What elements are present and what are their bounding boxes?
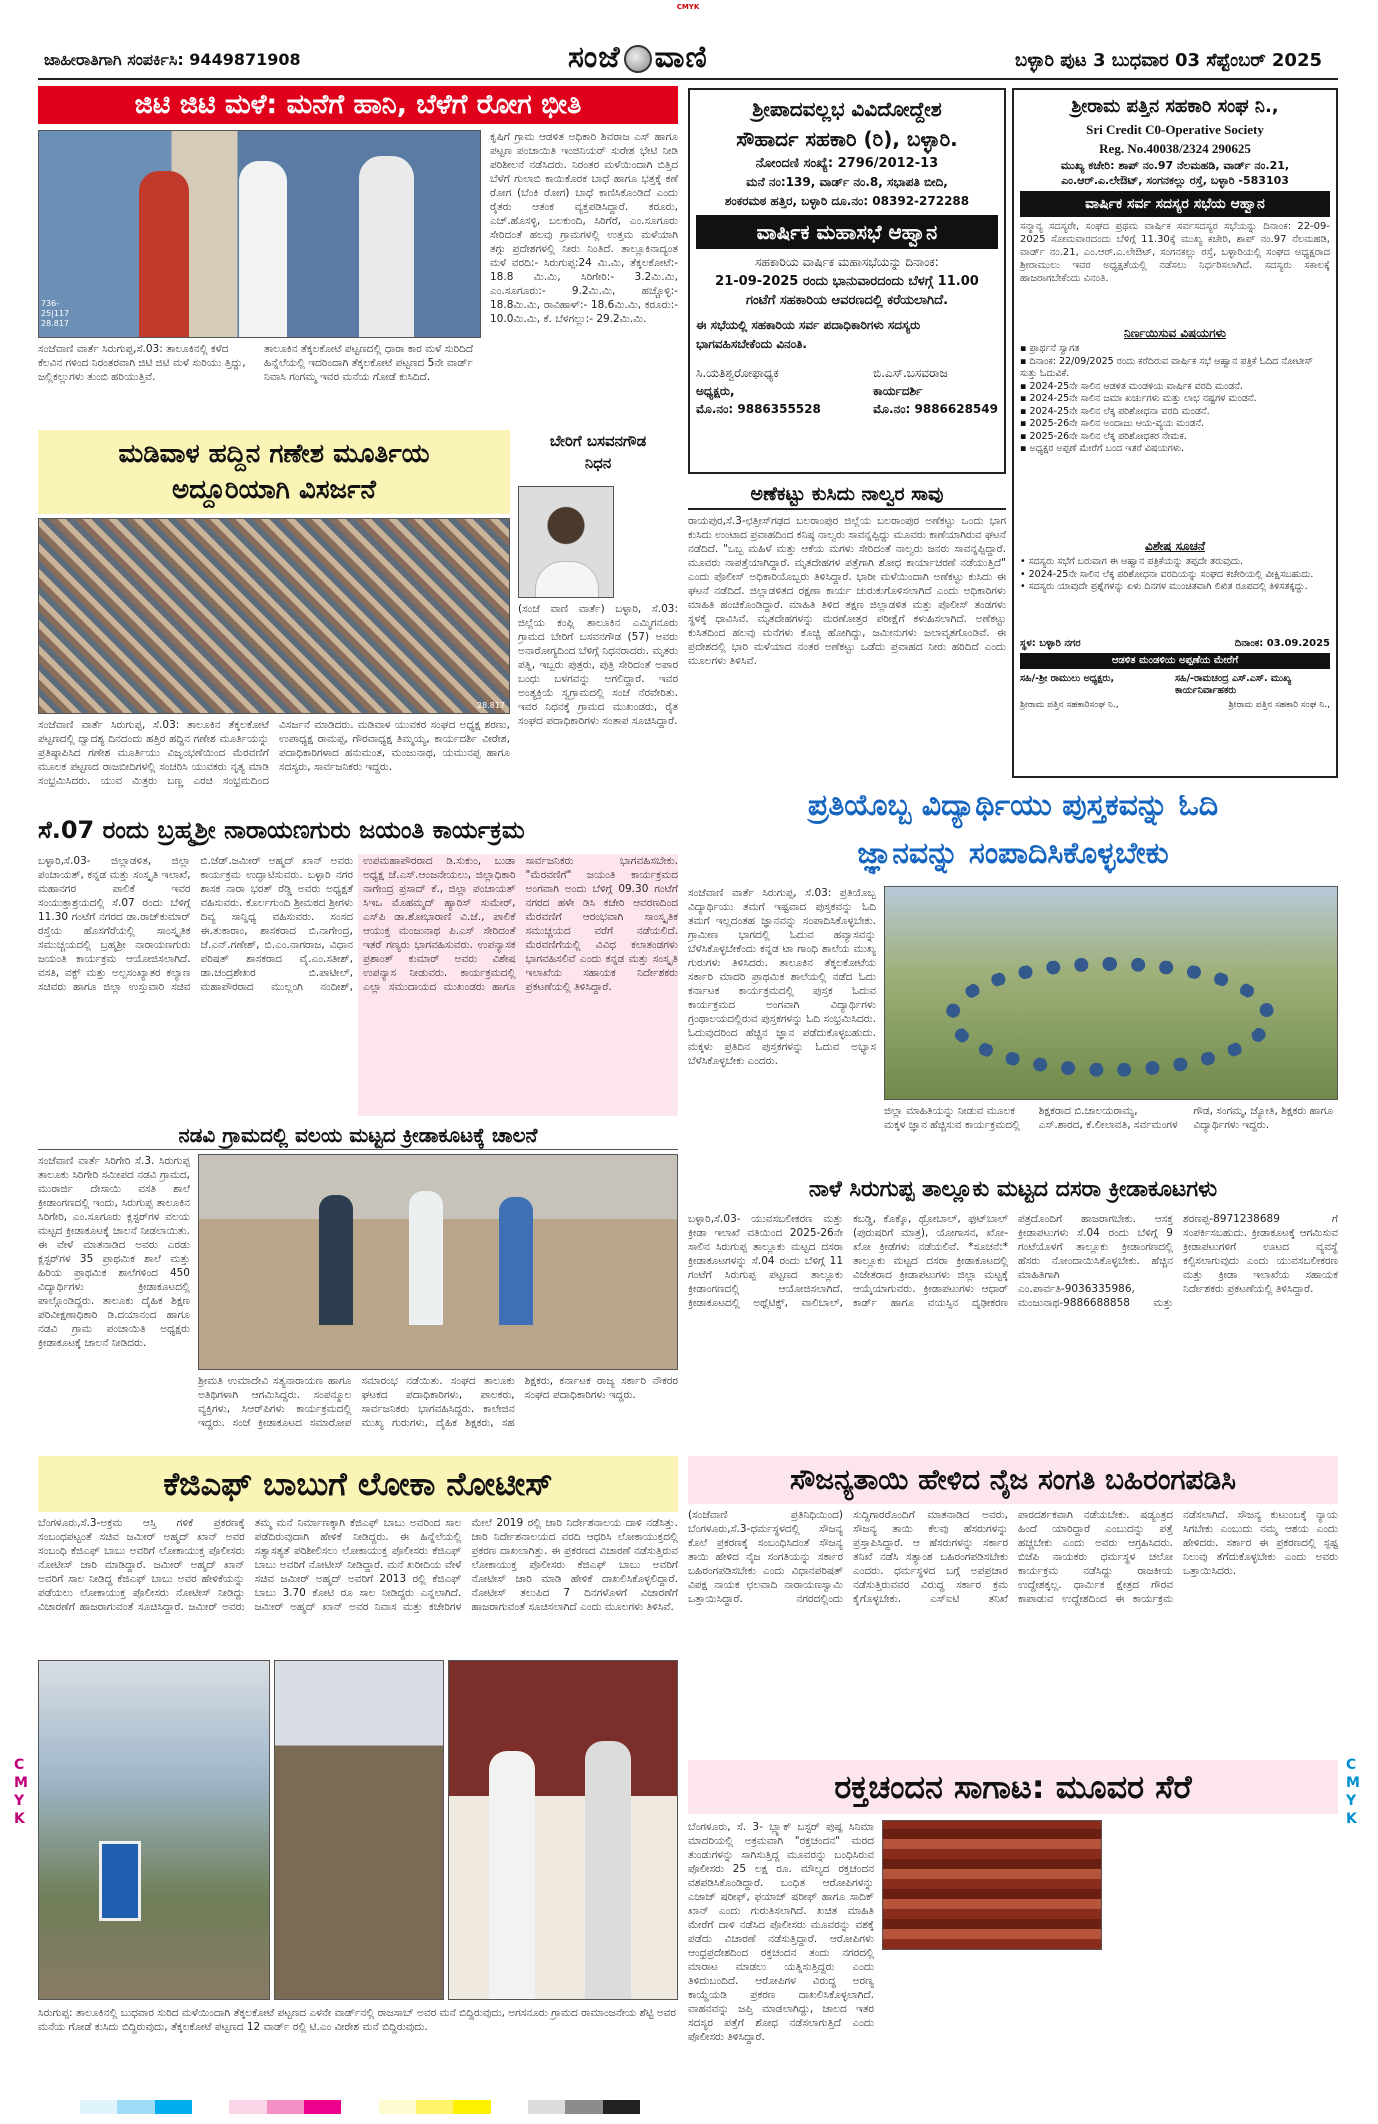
swatch bbox=[379, 2100, 416, 2114]
special-item-text: ಸದಸ್ಯರು ಯಾವುದೇ ಪ್ರಶ್ನೆಗಳನ್ನು ಏಳು ದಿನಗಳ ಮುಂಚಿತವಾಗಿ ಲಿಖಿತ ರೂಪದಲ್ಲಿ ತಿಳಿಸತಕ್ಕದ್ದು. bbox=[1028, 581, 1308, 592]
obituary-article bbox=[518, 430, 678, 804]
agenda-item: ▪ ದಿನಾಂಕ: 22/09/2025 ರಂದು ಕರೆದಿರುವ ವಾರ್ಷಿಕ ಸಭೆ ಆಹ್ವಾನ ಪತ್ರಿಕೆ ಓದಿದ ನೋಟೀಸ್ ಸುತ್ತು ಓದುವಿಕೆ. bbox=[1020, 355, 1313, 379]
swatch bbox=[453, 2100, 490, 2114]
collapse-photos bbox=[38, 1660, 678, 2092]
photo-stamp: 736- 25|117 28.817 bbox=[41, 299, 70, 328]
official-figure-3 bbox=[499, 1197, 533, 1325]
agenda-item-text: 2025-26ನೇ ಸಾಲಿನ ಲೆಕ್ಕ ಪರಿಶೋಧಕರ ನೇಮಕ. bbox=[1029, 430, 1187, 442]
students-circle bbox=[945, 957, 1275, 1077]
agenda-item: ▪ 2025-26ನೇ ಸಾಲಿನ ಲೆಕ್ಕ ಪರಿಶೋಧಕರ ನೇಮಕ. bbox=[1020, 430, 1187, 442]
reading-headline-2: ಜ್ಞಾನವನ್ನು ಸಂಪಾದಿಸಿಕೊಳ್ಳಬೇಕು bbox=[857, 836, 1169, 871]
society-signatory-1 bbox=[696, 364, 821, 418]
sports-zone-body-bottom: ಶ್ರೀಮತಿ ಉಮಾದೇವಿ ಸತ್ಯನಾರಾಯಣ ಹಾಗೂ ಅತಿಥಿಗಳಾಗಿ ಆಗಮಿಸಿದ್ದರು. ಸಂಪನ್ಮೂಲ ವ್ಯಕ್ತಿಗಳು, ಸಿಆರ್‌ಪಿಗಳು ಕಾರ್ಯಕ್ರಮದಲ್ಲಿ ಇದ್ದರು. ಸಂಜೆ ಕ್ರೀಡಾಕೂಟದ ಸಮಾರೋಪ ಸಮಾರಂಭ ನಡೆಯಿತು. ಸಂಘದ ತಾಲೂಕು ಘಟಕದ ಪದಾಧಿಕಾರಿಗಳು, ಪಾಲಕರು, ಸಾರ್ವಜನಿಕರು ಭಾಗವಹಿಸಿದ್ದರು. ಕಾಲೇಜಿನ ಮುಖ್ಯ ಗುರುಗಳು, ದೈಹಿಕ ಶಿಕ್ಷಕರು, ಸಹ ಶಿಕ್ಷಕರು, ಕರ್ನಾಟಕ ರಾಜ್ಯ ಸರ್ಕಾರಿ ನೌಕರರ ಸಂಘದ ಪದಾಧಿಕಾರಿಗಳು ಇದ್ದರು. bbox=[198, 1375, 678, 1429]
society-reg: ನೋಂದಣಿ ಸಂಖ್ಯೆ: 2796/2012-13 bbox=[755, 156, 939, 171]
cmyk-mark-top: CMYK bbox=[676, 3, 700, 11]
swatch bbox=[267, 2100, 304, 2114]
agenda-item: ▪ 2024-25ನೇ ಸಾಲಿನ ಲೆಕ್ಕ ಪರಿಶೋಧನಾ ವರದಿ ಮಂಡನೆ. bbox=[1020, 405, 1210, 417]
globe-icon bbox=[624, 45, 652, 73]
dasara-body: ಬಳ್ಳಾರಿ,ಸೆ.03- ಯುವಸಬಲೀಕರಣ ಮತ್ತು ಕ್ರೀಡಾ ಇಲಾಖೆ ವತಿಯಿಂದ 2025-26ನೇ ಸಾಲಿನ ಸಿರುಗುಪ್ಪ ತಾಲ್ಲೂಕು ಮಟ್ಟದ ದಸರಾ ಕ್ರೀಡಾಕೂಟಗಳನ್ನು ಸೆ.04 ರಂದು ಬೆಳಿಗ್ಗೆ 11 ಗಂಟೆಗೆ ಸಿರುಗುಪ್ಪ ಪಟ್ಟಣದ ತಾಲ್ಲೂಕು ಕ್ರೀಡಾಂಗಣದಲ್ಲಿ ಆಯೋಜಿಸಲಾಗಿದೆ. ಕ್ರೀಡಾಕೂಟದಲ್ಲಿ ಅಥ್ಲೆಟಿಕ್ಸ್, ವಾಲಿಬಾಲ್, ಕಬಡ್ಡಿ, ಕೊಕ್ಕೊ, ಥ್ರೋಬಾಲ್, ಫುಟ್‌ಬಾಲ್ (ಪುರುಷರಿಗೆ ಮಾತ್ರ), ಯೋಗಾಸನ, ಖೋ-ಖೋ ಕ್ರೀಡೆಗಳು ನಡೆಯಲಿವೆ. *ಸೂಚನೆ:* ತಾಲ್ಲೂಕು ಮಟ್ಟದ ದಸರಾ ಕ್ರೀಡಾಕೂಟದಲ್ಲಿ ವಿಜೇತರಾದ ಕ್ರೀಡಾಪಟುಗಳು ಜಿಲ್ಲಾ ಮಟ್ಟಕ್ಕೆ ಆಯ್ಕೆಯಾಗುವರು. ಕ್ರೀಡಾಪಟುಗಳು ಆಧಾರ್ ಕಾರ್ಡ್ ಹಾಗೂ ವಯಸ್ಸಿನ ದೃಢೀಕರಣ ಪತ್ರದೊಂದಿಗೆ ಹಾಜರಾಗಬೇಕು. ಆಸಕ್ತ ಕ್ರೀಡಾಪಟುಗಳು ಸೆ.04 ರಂದು ಬೆಳಿಗ್ಗೆ 9 ಗಂಟೆಯೊಳಗೆ ತಾಲ್ಲೂಕು ಕ್ರೀಡಾಂಗಣದಲ್ಲಿ ಹೆಸರು ನೋಂದಾಯಿಸಿಕೊಳ್ಳಬೇಕು. ಹೆಚ್ಚಿನ ಮಾಹಿತಿಗಾಗಿ ಎಂ.ಪಾರ್ವತಿ-9036335986, ಮಂಜುನಾಥ-9886688858 ಮತ್ತು ಶರಣಪ್ಪ-8971238689 ಗೆ ಸಂಪರ್ಕಿಸಬಹುದು. ಕ್ರೀಡಾಕೂಟಕ್ಕೆ ಆಗಮಿಸುವ ಕ್ರೀಡಾಪಟುಗಳಿಗೆ ಊಟದ ವ್ಯವಸ್ಥೆ ಕಲ್ಪಿಸಲಾಗುವುದು ಎಂದು ಯುವಸಬಲೀಕರಣ ಮತ್ತು ಕ್ರೀಡಾ ಇಲಾಖೆಯ ಸಹಾಯಕ ನಿರ್ದೇಶಕರು ಪ್ರಕಟಣೆಯಲ್ಲಿ ತಿಳಿಸಿದ್ದಾರೆ. bbox=[688, 1213, 1338, 1309]
photo-stamp: 28.817 bbox=[477, 701, 505, 710]
ganesha-photo bbox=[38, 518, 510, 714]
kgf-article bbox=[38, 1456, 678, 1656]
society-title-1: ಶ್ರೀಪಾದವಲ್ಲಭ ವಿವಿದೋದ್ದೇಶ bbox=[752, 97, 942, 121]
obit-headline-2: ನಿಧನ bbox=[584, 454, 612, 472]
kgf-body: ಬೆಂಗಳೂರು,ಸೆ.3-ಅಕ್ರಮ ಆಸ್ತಿ ಗಳಿಕೆ ಪ್ರಕರಣಕ್ಕೆ ಸಂಬಂಧಪಟ್ಟಂತೆ ಸಚಿವ ಜಮೀರ್ ಅಹ್ಮದ್ ಖಾನ್ ಅವರ ಸಂಬಂಧಿ ಕೆಜಿಎಫ್ ಬಾಬು ಅವರಿಗೆ ಲೋಕಾಯುಕ್ತ ಪೊಲೀಸರು ನೋಟೀಸ್ ಜಾರಿ ಮಾಡಿದ್ದಾರೆ. ಜಮೀರ್ ಅಹ್ಮದ್ ಖಾನ್ ಅವರಿಗೆ ಸಾಲ ನೀಡಿದ್ದ ಕೆಜಿಎಫ್ ಬಾಬು ಅವರ ಹೇಳಿಕೆಯನ್ನು ಪಡೆಯಲು ಲೋಕಾಯುಕ್ತ ಪೊಲೀಸರು ನೋಟೀಸ್ ನೀಡಿದ್ದು ವಿಚಾರಣೆಗೆ ಹಾಜರಾಗುವಂತೆ ಸೂಚಿಸಿದ್ದಾರೆ. ಜಮೀರ್ ಅವರು ತಮ್ಮ ಮನೆ ನಿರ್ಮಾಣಕ್ಕಾಗಿ ಕೆಜಿಎಫ್ ಬಾಬು ಅವರಿಂದ ಸಾಲ ಪಡೆದಿರುವುದಾಗಿ ಹೇಳಿಕೆ ನೀಡಿದ್ದರು. ಈ ಹಿನ್ನೆಲೆಯಲ್ಲಿ ಸತ್ಯಾಸತ್ಯತೆ ಪರಿಶೀಲಿಸಲು ಲೋಕಾಯುಕ್ತ ಪೊಲೀಸರು ಕೆಜಿಎಫ್ ಬಾಬು ಅವರಿಗೆ ನೋಟೀಸ್ ನೀಡಿದ್ದಾರೆ. ಮನೆ ಖರೀದಿಯ ವೇಳೆ ಸಚಿವ ಜಮೀರ್ ಅಹ್ಮದ್ ಅವರಿಗೆ 2013 ರಲ್ಲಿ ಕೆಜಿಎಫ್ ಬಾಬು 3.70 ಕೋಟಿ ರೂ ಸಾಲ ನೀಡಿದ್ದರು ಎನ್ನಲಾಗಿದೆ. ಜಮೀರ್ ಅಹ್ಮದ್ ಖಾನ್ ಅವರ ನಿವಾಸ ಮತ್ತು ಕಚೇರಿಗಳ ಮೇಲೆ 2019 ರಲ್ಲಿ ಜಾರಿ ನಿರ್ದೇಶನಾಲಯ ದಾಳಿ ನಡೆಸಿತ್ತು. ಜಾರಿ ನಿರ್ದೇಶನಾಲಯದ ವರದಿ ಆಧರಿಸಿ ಲೋಕಾಯುಕ್ತದಲ್ಲಿ ಪ್ರಕರಣ ದಾಖಲಾಗಿತ್ತು. ಈ ಪ್ರಕರಣದ ವಿಚಾರಣೆ ನಡೆಸುತ್ತಿರುವ ಲೋಕಾಯುಕ್ತ ಪೊಲೀಸರು ಕೆಜಿಎಫ್ ಬಾಬು ಅವರಿಗೆ ನೋಟೀಸ್ ಜಾರಿ ಮಾಡಿ ಹೇಳಿಕೆ ದಾಖಲಿಸಿಕೊಳ್ಳಲಿದ್ದಾರೆ. ನೋಟೀಸ್ ತಲುಪಿದ 7 ದಿನಗಳೊಳಗೆ ವಿಚಾರಣೆಗೆ ಹಾಜರಾಗುವಂತೆ ಸೂಚಿಸಲಾಗಿದೆ ಎಂದು ಮೂಲಗಳು ತಿಳಿಸಿವೆ. bbox=[38, 1517, 678, 1613]
credit-sig-1: ಸಹಿ/-ಶ್ರೀ ರಾಮುಲು ಅಧ್ಯಕ್ಷರು, bbox=[1020, 673, 1115, 684]
rain-body: ಕೃಷಿಗೆ ಗ್ರಾಮ ಆಡಳಿತ ಅಧಿಕಾರಿ ಶಿವರಾಜ ಎಸ್ ಹಾಗೂ ಪಟ್ಟಣ ಪಂಚಾಯಿತಿ ಇಂಜಿನಿಯರ್ ಸುರೇಶ ಭೇಟಿ ನೀಡಿ ಪರಿಶೀಲನೆ ನಡೆಸಿದರು. ನಿರಂತರ ಮಳೆಯಿಂದಾಗಿ ಬಿತ್ತಿದ ಬೆಳೆಗೆ ಗುಲಾಬಿ ಕಾಯಿಕೊರಕ ಬಾಧೆ ಹಾಗೂ ಭತ್ತಕ್ಕೆ ಕಣೆ ರೋಗ (ಬೆಂಕಿ ರೋಗ) ಬಾಧೆ ಕಾಣಿಸಿಕೊಂಡಿದೆ ಎಂದು ರೈತರು ಆತಂಕ ವ್ಯಕ್ತಪಡಿಸಿದ್ದಾರೆ. ಕರೂರು, ಎಚ್.ಹೊಸಳ್ಳಿ, ಬಲಕುಂದಿ, ಸಿರಿಗೆರೆ, ಎಂ.ಸೂಗೂರು ಸೇರಿದಂತೆ ಹಲವು ಗ್ರಾಮಗಳಲ್ಲಿ ಉತ್ತಮ ಮಳೆಯಾಗಿ ತಗ್ಗು ಪ್ರದೇಶಗಳಲ್ಲಿ ನೀರು ನಿಂತಿದೆ. ತಾಲ್ಲೂಕಿನಾದ್ಯಂತ ಮಳೆ ವರದಿ:- ಸಿರುಗುಪ್ಪ:24 ಮಿ.ಮಿ, ತೆಕ್ಕಲಕೋಟೆ:- 18.8 ಮಿ.ಮಿ, ಸಿರಿಗೇರಿ:- 3.2ಮಿ.ಮಿ, ಎಂ.ಸೂಗೂರು:- 9.2ಮಿ.ಮಿ, ಹಚ್ಚೊಳ್ಳಿ:- 18.8ಮಿ.ಮಿ, ರಾವಿಹಾಳ್:- 18.6ಮಿ.ಮಿ, ಕರೂರು:- 10.0ಮಿ.ಮಿ, ಕೆ. ಬೆಳಗಲ್ಲು:- 29.2ಮಿ.ಮಿ. bbox=[490, 131, 678, 325]
truth-article bbox=[688, 1456, 1338, 1756]
credit-foot-2: ಶ್ರೀರಾಮ ಪತ್ತಿನ ಸಹಕಾರಿ ಸಂಘ ನಿ., bbox=[1228, 700, 1330, 710]
sandal-photo bbox=[882, 1820, 1102, 1950]
narayanaguru-headline: ಸೆ.07 ರಂದು ಬ್ರಹ್ಮಶ್ರೀ ನಾರಾಯಣಗುರು ಜಯಂತಿ ಕಾರ್ಯಕ್ರಮ bbox=[38, 816, 525, 844]
credit-date: ದಿನಾಂಕ: 03.09.2025 bbox=[1234, 638, 1330, 649]
color-calibration-bar bbox=[80, 2100, 640, 2114]
narayanaguru-article bbox=[38, 810, 678, 1116]
swatch bbox=[117, 2100, 154, 2114]
truth-headline: ಸೌಜನ್ಯತಾಯಿ ಹೇಳಿದ ನೈಜ ಸಂಗತಿ ಬಹಿರಂಗಪಡಿಸಿ bbox=[688, 1456, 1338, 1504]
sports-zone-photo bbox=[198, 1154, 678, 1370]
reading-headline-1: ಪ್ರತಿಯೊಬ್ಬ ವಿದ್ಯಾರ್ಥಿಯು ಪುಸ್ತಕವನ್ನು ಓದಿ bbox=[807, 788, 1219, 823]
sig2-role: ಕಾರ್ಯದರ್ಶಿ bbox=[873, 384, 923, 398]
agenda-item: ▪ 2024-25ನೇ ಸಾಲಿನ ಜಮಾ ಖರ್ಚುಗಳು ಮತ್ತು ಲಾಭ ನಷ್ಟಗಳ ಮಂಡನೆ. bbox=[1020, 393, 1257, 404]
reading-photo bbox=[884, 886, 1338, 1100]
sports-zone-headline: ನಡವಿ ಗ್ರಾಮದಲ್ಲಿ ವಲಯ ಮಟ್ಟದ ಕ್ರೀಡಾಕೂಟಕ್ಕೆ ಚಾಲನೆ bbox=[38, 1120, 678, 1150]
society-ad bbox=[688, 88, 1006, 474]
society-title-2: ಸೌಹಾರ್ದ ಸಹಕಾರಿ (ರಿ), ಬಳ್ಳಾರಿ. bbox=[736, 127, 958, 151]
sandal-headline: ರಕ್ತಚಂದನ ಸಾಗಾಟ: ಮೂವರ ಸೆರೆ bbox=[688, 1760, 1338, 1814]
agenda-item: ▪ ಪ್ರಾರ್ಥನೆ ಸ್ವಾಗತ bbox=[1020, 343, 1080, 354]
sig2-name: ಬಿ.ಎಸ್.ಬಸವರಾಜ bbox=[873, 366, 948, 380]
agenda-item-text: 2025-26ನೇ ಸಾಲಿನ ಅಂದಾಜು ಆಯ-ವ್ಯಯ ಮಂಡನೆ. bbox=[1029, 418, 1205, 429]
collapse-photo-3 bbox=[448, 1660, 678, 2000]
ganesha-headline-1: ಮಡಿವಾಳ ಹದ್ದಿನ ಗಣೇಶ ಮೂರ್ತಿಯ bbox=[118, 439, 430, 469]
dam-article bbox=[688, 480, 1006, 778]
man-figure-2 bbox=[585, 1741, 631, 2000]
rain-caption-1: ಸಂಜೆವಾಣಿ ವಾರ್ತೆ ಸಿರುಗುಪ್ಪ,ಸೆ.03: ತಾಲೂಕಿನಲ್ಲಿ ಕಳೆದ ಕೆಲವಿನ ಗಳಿಂದ ನಿರಂತರವಾಗಿ ಜಿಟಿ ಜಿಟಿ ಮಳೆ ಸುರಿಯು ತ್ತಿದ್ದು, ಜಲ್ಲಿಕಲ್ಲುಗಳು ತುಂಬಿ ಹರಿಯುತ್ತಿವೆ. bbox=[38, 343, 246, 383]
dam-body: ರಾಯಪುರ,ಸೆ.3-ಛತ್ತೀಸ್‌ಗಢದ ಬಲರಾಂಪುರ ಜಿಲ್ಲೆಯ ಬಲರಾಂಪುರ ಅಣೆಕಟ್ಟು ಒಂದು ಭಾಗ ಕುಸಿದು ಉಂಟಾದ ಪ್ರವಾಹದಿಂದ ಕನಿಷ್ಠ ನಾಲ್ವರು ಸಾವನ್ನಪ್ಪಿದ್ದು ಮೂವರು ಕಾಣೆಯಾಗಿರುವ ಘಟನೆ ನಡೆದಿದೆ. "ಒಬ್ಬ ಮಹಿಳೆ ಮತ್ತು ಆಕೆಯ ಮಗಳು ಸೇರಿದಂತೆ ನಾಲ್ವರು ಜನರು ಸಾವನ್ನಪ್ಪಿದ್ದಾರೆ. ಮೂವರು ನಾಪತ್ತೆಯಾಗಿದ್ದಾರೆ. ಮೃತದೇಹಗಳ ಪತ್ತೆಗಾಗಿ ಶೋಧ ಕಾರ್ಯಾಚರಣೆ ನಡೆಯುತ್ತಿದೆ" ಎಂದು ಪೊಲೀಸ್ ಅಧಿಕಾರಿಯೊಬ್ಬರು ತಿಳಿಸಿದ್ದಾರೆ. ಭಾರೀ ಮಳೆಯಿಂದಾಗಿ ಅಣೆಕಟ್ಟು ಕುಸಿದು ಈ ಘಟನೆ ನಡೆದಿದೆ. ಜಿಲ್ಲಾಡಳಿತದ ರಕ್ಷಣಾ ಕಾರ್ಯ ಚುರುಕುಗೊಳಿಸಲಾಗಿದೆ ಎಂದು ಅಧಿಕಾರಿಗಳು ಮಾಹಿತಿ ಹಂಚಿಕೊಂಡಿದ್ದಾರೆ. ಮಾಹಿತಿ ತಿಳಿದ ತಕ್ಷಣ ಜಿಲ್ಲಾಡಳಿತ ಮತ್ತು ಪೊಲೀಸ್ ತಂಡಗಳು ಸ್ಥಳಕ್ಕೆ ಧಾವಿಸಿವೆ. ಮೃತದೇಹಗಳನ್ನು ಮರಣೋತ್ತರ ಪರೀಕ್ಷೆಗೆ ಕಳುಹಿಸಲಾಗಿದೆ. ಅಣೆಕಟ್ಟು ಕುಸಿತದಿಂದ ಹಲವು ಮನೆಗಳು ಕೊಚ್ಚಿ ಹೋಗಿದ್ದು, ಜಮೀನುಗಳು ಜಲಾವೃತಗೊಂಡಿವೆ. ಈ ಪ್ರದೇಶದಲ್ಲಿ ಭಾರಿ ಮಳೆಯಾದ ನಂತರ ಅಣೆಕಟ್ಟು ಒಡೆದು ಪ್ರವಾಹದ ನೀರು ಹರಿದಿದೆ ಎಂದು ಮೂಲಗಳು ತಿಳಿಸಿವೆ. bbox=[688, 515, 1006, 667]
sig1-phone: ಮೊ.ನಂ: 9886355528 bbox=[696, 402, 821, 416]
special-item-text: 2024-25ನೇ ಸಾಲಿನ ಲೆಕ್ಕ ಪರಿಶೋಧನಾ ವರದಿಯನ್ನು ಸಂಘದ ಕಚೇರಿಯಲ್ಲಿ ವೀಕ್ಷಿಸಬಹುದು. bbox=[1028, 568, 1314, 580]
obit-portrait bbox=[518, 486, 614, 598]
newspaper-name bbox=[568, 40, 708, 76]
reading-headline-box bbox=[688, 782, 1338, 880]
agenda-item-text: 2024-25ನೇ ಸಾಲಿನ ಆಡಳಿತ ಮಂಡಳಿಯ ವಾರ್ಷಿಕ ವರದಿ ಮಂಡನೆ. bbox=[1029, 380, 1243, 392]
agenda-item-text: ಅಧ್ಯಕ್ಷರ ಅಪ್ಪಣೆ ಮೇರೆಗೆ ಬಂದ ಇತರೆ ವಿಷಯಗಳು. bbox=[1029, 443, 1185, 454]
society-body-4: ಈ ಸಭೆಯಲ್ಲಿ ಸಹಕಾರಿಯ ಸರ್ವ ಪದಾಧಿಕಾರಿಗಳು ಸದಸ್ಯರು ಭಾಗವಹಿಸಬೇಕೆಂದು ವಿನಂತಿ. bbox=[696, 318, 921, 351]
name-part-b: ವಾಣಿ bbox=[654, 40, 708, 75]
society-addr-1: ಮನೆ ನಂ:139, ವಾರ್ಡ್ ನಂ.8, ಸಭಾಪತಿ ಬೀದಿ, bbox=[746, 175, 948, 189]
ganesha-article bbox=[38, 430, 510, 804]
society-body-2: 21-09-2025 ರಂದು ಭಾನುವಾರದಂದು ಬೆಳಗ್ಗೆ 11.00 bbox=[715, 274, 979, 289]
rain-headline: ಜಿಟಿ ಜಿಟಿ ಮಳೆ: ಮನೆಗೆ ಹಾನಿ, ಬೆಳೆಗೆ ರೋಗ ಭೀತಿ bbox=[38, 86, 678, 124]
swatch bbox=[528, 2100, 565, 2114]
sig1-role: ಅಧ್ಯಕ್ಷರು, bbox=[696, 384, 735, 398]
dasara-headline: ನಾಳೆ ಸಿರುಗುಪ್ಪ ತಾಲ್ಲೂಕು ಮಟ್ಟದ ದಸರಾ ಕ್ರೀಡಾಕೂಟಗಳು bbox=[808, 1177, 1218, 1202]
name-part-a: ಸಂಜೆ bbox=[568, 40, 621, 75]
sports-zone-body-left: ಸಂಜೆವಾಣಿ ವಾರ್ತೆ ಸಿರಿಗೇರಿ ಸೆ.3. ಸಿರುಗುಪ್ಪ ತಾಲೂಕು ಸಿರಿಗೇರಿ ಸಮೀಪದ ನಡವಿ ಗ್ರಾಮದ, ಮುರಾರ್ಜಿ ದೇಸಾಯಿ ವಸತಿ ಶಾಲೆ ಕ್ರೀಡಾಂಗಣದಲ್ಲಿ ಇಂದು, ಸಿರುಗುಪ್ಪ ತಾಲೂಕಿನ ಸಿರಿಗೇರಿ, ಎಂ.ಸೂಗೂರು ಕ್ಲಸ್ಟರ್‌ಗಳ ವಲಯ ಮಟ್ಟದ ಕ್ರೀಡಾಕೂಟಕ್ಕೆ ಚಾಲನೆ ನೀಡಲಾಯಿತು. ಈ ವೇಳೆ ಮಾತನಾಡಿದ ಅವರು ಎರಡು ಕ್ಲಸ್ಟರ್‌ಗಳ 35 ಪ್ರಾಥಮಿಕ ಶಾಲೆ ಮತ್ತು ಹಿರಿಯ ಪ್ರಾಥಮಿಕ ಶಾಲೆಗಳಿಂದ 450 ವಿದ್ಯಾರ್ಥಿಗಳು ಕ್ರೀಡಾಕೂಟದಲ್ಲಿ ಪಾಲ್ಗೊಂಡಿದ್ದರು. ತಾಲೂಕು ದೈಹಿಕ ಶಿಕ್ಷಣ ಪರಿವೀಕ್ಷಣಾಧಿಕಾರಿ ಡಿ.ದಯಾನಂದ ಹಾಗೂ ನಡವಿ ಗ್ರಾಮ ಪಂಚಾಯಿತಿ ಅಧ್ಯಕ್ಷರು ಕ್ರೀಡಾಕೂಟಕ್ಕೆ ಚಾಲನೆ ನೀಡಿದರು. bbox=[38, 1155, 190, 1349]
credit-addr-2: ಎಂ.ಆರ್.ಎ.ಲೇಔಟ್, ಸಂಗನಕಲ್ಲು ರಸ್ತೆ, ಬಳ್ಳಾರಿ -583103 bbox=[1061, 174, 1289, 187]
agenda-item: ▪ 2024-25ನೇ ಸಾಲಿನ ಆಡಳಿತ ಮಂಡಳಿಯ ವಾರ್ಷಿಕ ವರದಿ ಮಂಡನೆ. bbox=[1020, 380, 1243, 392]
agenda-item-text: 2024-25ನೇ ಸಾಲಿನ ಲೆಕ್ಕ ಪರಿಶೋಧನಾ ವರದಿ ಮಂಡನೆ. bbox=[1029, 405, 1210, 417]
truth-body: (ಸಂಜೆವಾಣಿ ಪ್ರತಿನಿಧಿಯಿಂದ) ಬೆಂಗಳೂರು,ಸೆ.3-ಧರ್ಮಸ್ಥಳದಲ್ಲಿ ಸೌಜನ್ಯ ಕೊಲೆ ಪ್ರಕರಣಕ್ಕೆ ಸಂಬಂಧಿಸಿದಂತೆ ಸೌಜನ್ಯ ತಾಯಿ ಹೇಳಿದ ನೈಜ ಸಂಗತಿಯನ್ನು ಸರ್ಕಾರ ಬಹಿರಂಗಪಡಿಸಬೇಕು ಎಂದು ವಿಧಾನಪರಿಷತ್ ವಿಪಕ್ಷ ನಾಯಕ ಛಲವಾದಿ ನಾರಾಯಣಸ್ವಾಮಿ ಒತ್ತಾಯಿಸಿದ್ದಾರೆ. ನಗರದಲ್ಲಿಂದು ಸುದ್ದಿಗಾರರೊಂದಿಗೆ ಮಾತನಾಡಿದ ಅವರು, ಸೌಜನ್ಯ ತಾಯಿ ಕೆಲವು ಹೆಸರುಗಳನ್ನು ಪ್ರಸ್ತಾಪಿಸಿದ್ದಾರೆ. ಆ ಹೆಸರುಗಳನ್ನು ಸರ್ಕಾರ ತನಿಖೆ ನಡೆಸಿ ಸತ್ಯಾಂಶ ಬಹಿರಂಗಪಡಿಸಬೇಕು ಎಂದರು. ಧರ್ಮಸ್ಥಳದ ಬಗ್ಗೆ ಅಪಪ್ರಚಾರ ನಡೆಸುತ್ತಿರುವವರ ವಿರುದ್ಧ ಸರ್ಕಾರ ಕ್ರಮ ಕೈಗೊಳ್ಳಬೇಕು. ಎಸ್‌ಐಟಿ ತನಿಖೆ ಪಾರದರ್ಶಕವಾಗಿ ನಡೆಯಬೇಕು. ಷಡ್ಯಂತ್ರದ ಹಿಂದೆ ಯಾರಿದ್ದಾರೆ ಎಂಬುದನ್ನು ಪತ್ತೆ ಹಚ್ಚಬೇಕು ಎಂದು ಅವರು ಆಗ್ರಹಿಸಿದರು. ಬಿಜೆಪಿ ನಾಯಕರು ಧರ್ಮಸ್ಥಳ ಚಲೋ ಕಾರ್ಯಕ್ರಮ ನಡೆಸಿದ್ದು ರಾಜಕೀಯ ಉದ್ದೇಶಕ್ಕಲ್ಲ. ಧಾರ್ಮಿಕ ಕ್ಷೇತ್ರದ ಗೌರವ ಕಾಪಾಡುವ ಉದ್ದೇಶದಿಂದ ಈ ಕಾರ್ಯಕ್ರಮ ನಡೆಸಲಾಗಿದೆ. ಸೌಜನ್ಯ ಕುಟುಂಬಕ್ಕೆ ನ್ಯಾಯ ಸಿಗಬೇಕು ಎಂಬುದು ನಮ್ಮ ಆಶಯ ಎಂದು ಹೇಳಿದರು. ಸರ್ಕಾರ ಈ ಪ್ರಕರಣದಲ್ಲಿ ಸ್ಪಷ್ಟ ನಿಲುವು ತೆಗೆದುಕೊಳ್ಳಬೇಕು ಎಂದು ಅವರು ಒತ್ತಾಯಿಸಿದರು. bbox=[688, 1509, 1338, 1605]
agenda-list bbox=[1020, 343, 1330, 537]
credit-reg: Reg. No.40038/2324 290625 bbox=[1099, 141, 1251, 156]
reading-caption: ಜಿಲ್ಲಾ ಮಾಹಿತಿಯನ್ನು ನೀಡುವ ಮೂಲಕ ಮಕ್ಕಳ ಜ್ಞಾನ ಹೆಚ್ಚಿಸುವ ಕಾರ್ಯಕ್ರಮದಲ್ಲಿ ಶಿಕ್ಷಕರಾದ ಬಿ.ಚಾಲಯರಾಮ್ಯ, ಎಸ್.ಶಾರದ, ಕೆ.ಲೀಲಾವತಿ, ಸರ್ವಮಂಗಳ ಗೌಡ, ಸಂಗಮ್ಮ, ಜ್ಯೋತಿ, ಶಿಕ್ಷಕರು ಹಾಗೂ ವಿದ್ಯಾರ್ಥಿಗಳು ಇದ್ದರು. bbox=[884, 1105, 1333, 1131]
man-figure-1 bbox=[489, 1751, 535, 2000]
swatch bbox=[341, 2100, 378, 2114]
society-addr-2: ಶಂಕರಮಠ ಹತ್ತಿರ, ಬಳ್ಳಾರಿ ದೂ.ನಂ: 08392-272288 bbox=[724, 194, 970, 208]
special-title: ವಿಶೇಷ ಸೂಚನೆ bbox=[1145, 539, 1205, 553]
agenda-item-text: ದಿನಾಂಕ: 22/09/2025 ರಂದು ಕರೆದಿರುವ ವಾರ್ಷಿಕ ಸಭೆ ಆಹ್ವಾನ ಪತ್ರಿಕೆ ಓದಿದ ನೋಟೀಸ್ ಸುತ್ತು ಓದುವಿಕೆ. bbox=[1020, 355, 1313, 379]
rain-photo bbox=[38, 130, 481, 338]
reading-body: ಸಂಜೆವಾಣಿ ವಾರ್ತೆ ಸಿರುಗುಪ್ಪ, ಸೆ.03: ಪ್ರತಿಯೊಬ್ಬ ವಿದ್ಯಾರ್ಥಿಯು ತಮಗೆ ಇಷ್ಟವಾದ ಪುಸ್ತಕವನ್ನು ಓದಿ ತಮಗೆ ಇಲ್ಲದಂತಹ ಜ್ಞಾನವನ್ನು ಸಂಪಾದಿಸಿಕೊಳ್ಳಬೇಕು. ಗ್ರಾಮೀಣ ಭಾಗದಲ್ಲಿ ಓದುವ ಹವ್ಯಾಸವನ್ನು ಬೆಳೆಸಿಕೊಳ್ಳಬೇಕೆಂದು ಕನ್ನಡ ಟಾ ಗಾಂಧಿ ಶಾಲೆಯ ಮುಖ್ಯ ಗುರುಗಳು ತಿಳಿಸಿದರು. ತಾಲೂಕಿನ ತೆಕ್ಕಲಕೋಟೆಯ ಸರ್ಕಾರಿ ಮಾದರಿ ಪ್ರಾಥಮಿಕ ಶಾಲೆಯಲ್ಲಿ ನಡೆದ ಓದು ಕರ್ನಾಟಕ ಕಾರ್ಯಕ್ರಮದಲ್ಲಿ ಪುಸ್ತಕ ಓದುವ ಕಾರ್ಯಕ್ರಮದ ಅಂಗವಾಗಿ ವಿದ್ಯಾರ್ಥಿಗಳು ಗ್ರಂಥಾಲಯದಲ್ಲಿರುವ ಪುಸ್ತಕಗಳನ್ನು ಓದಿ ಸಂಭ್ರಮಿಸಿದರು. ಓದುವುದರಿಂದ ಹೆಚ್ಚಿನ ಜ್ಞಾನ ಪಡೆದುಕೊಳ್ಳಬಹುದು. ಮಕ್ಕಳು ಪ್ರತಿದಿನ ಪುಸ್ತಕಗಳನ್ನು ಓದುವ ಅಭ್ಯಾಸ ಬೆಳೆಸಿಕೊಳ್ಳಬೇಕು ಎಂದರು. bbox=[688, 887, 876, 1067]
page-info: ಬಳ್ಳಾರಿ ಪುಟ 3 ಬುಧವಾರ 03 ಸೆಪ್ಟೆಂಬರ್ 2025 bbox=[1015, 50, 1322, 71]
cmyk-mark-right: CMYK bbox=[1346, 1757, 1360, 1827]
special-item-text: ಸದಸ್ಯರು ಸಭೆಗೆ ಬರುವಾಗ ಈ ಆಹ್ವಾನ ಪತ್ರಿಕೆಯನ್ನು ತಪ್ಪದೇ ತರುವುದು. bbox=[1028, 556, 1244, 567]
sports-zone-article bbox=[38, 1120, 678, 1450]
credit-board: ಆಡಳಿತ ಮಂಡಳಿಯ ಅಪ್ಪಣೆಯ ಮೇರೆಗೆ bbox=[1020, 653, 1330, 669]
credit-society-ad bbox=[1012, 88, 1338, 778]
credit-sig-2: ಸಹಿ/-ರಾಮಚಂದ್ರ ಎಸ್.ಎಸ್. ಮುಖ್ಯ ಕಾರ್ಯನಿರ್ವಾಹಕರು bbox=[1175, 673, 1292, 696]
person-figure-1 bbox=[139, 171, 189, 338]
society-banner: ವಾರ್ಷಿಕ ಮಹಾಸಭೆ ಆಹ್ವಾನ bbox=[696, 215, 998, 249]
special-list bbox=[1020, 556, 1330, 634]
ad-contact: ಜಾಹೀರಾತಿಗಾಗಿ ಸಂಪರ್ಕಿಸಿ: 9449871908 bbox=[44, 50, 301, 69]
masthead-rule bbox=[38, 78, 1338, 80]
special-item: • ಸದಸ್ಯರು ಸಭೆಗೆ ಬರುವಾಗ ಈ ಆಹ್ವಾನ ಪತ್ರಿಕೆಯನ್ನು ತಪ್ಪದೇ ತರುವುದು. bbox=[1020, 556, 1244, 567]
collapse-caption: ಸಿರುಗುಪ್ಪ: ತಾಲೂಕಿನಲ್ಲಿ ಬುಧವಾರ ಸುರಿದ ಮಳೆಯಿಂದಾಗಿ ತೆಕ್ಕಲಕೋಟೆ ಪಟ್ಟಣದ ಎಳನೇ ವಾರ್ಡ್‌ನಲ್ಲಿ ರಾಜಸಾಬ್ ಅವರ ಮನೆ ಬಿದ್ದಿರುವುದು, ಅಗಸನೂರು ಗ್ರಾಮದ ರಾಮಾಂಜನೇಯ ಶೆಟ್ಟಿ ಅವರ ಮನೆಯ ಗೋಡೆ ಕುಸಿದು ಬಿದ್ದಿರುವುದು, ತೆಕ್ಕಲಕೋಟೆ ಪಟ್ಟಣದ 12 ವಾರ್ಡ್ ರಲ್ಲಿ ಟಿ.ಎಂ ವೀರೇಶ ಮನೆ ಬಿದ್ದಿರುವುದು. bbox=[38, 2007, 676, 2033]
official-figure-2 bbox=[409, 1191, 443, 1325]
ganesha-body: ಸಂಜೆವಾಣಿ ವಾರ್ತೆ ಸಿರುಗುಪ್ಪ, ಸೆ.03: ತಾಲೂಕಿನ ತೆಕ್ಕಲಕೋಟೆ ಪಟ್ಟಣದಲ್ಲಿ ದ್ವಾದಶ್ಯ ದಿನದಂದು ಹತ್ತಿರ ಹದ್ದಿನ ಗಣೇಶ ಮೂರ್ತಿಯನ್ನು ಪ್ರತಿಷ್ಠಾಪಿಸಿದ ಗಣೇಶ ಮೂರ್ತಿಯು ವಿಜೃಂಭಣೆಯಿಂದ ಮೆರವಣಿಗೆ ಮೂಲಕ ಪಟ್ಟಣದ ರಾಜಬೀದಿಗಳಲ್ಲಿ ಸಂಚರಿಸಿ ಯುವಕರು ನೃತ್ಯ ಮಾಡಿ ಸಂಭ್ರಮಿಸಿದರು. ಯುವ ಮಿತ್ರರು ಬಣ್ಣ ಎರಚಿ ಸಂಭ್ರಮದಿಂದ ವಿಸರ್ಜನೆ ಮಾಡಿದರು. ಮಡಿವಾಳ ಯುವಕರ ಸಂಘದ ಅಧ್ಯಕ್ಷ ಶರಣು, ಉಪಾಧ್ಯಕ್ಷ ರಾಮಪ್ಪ, ಗೌರವಾಧ್ಯಕ್ಷ ತಿಮ್ಮಯ್ಯ, ಕಾರ್ಯದರ್ಶಿ ವೀರೇಶ, ಪದಾಧಿಕಾರಿಗಳಾದ ಹನುಮಂತ, ಮಂಜುನಾಥ, ಯಮುನಪ್ಪ ಹಾಗೂ ಸದಸ್ಯರು, ಸಾರ್ವಜನಿಕರು ಇದ್ದರು. bbox=[38, 719, 510, 787]
person-figure-3 bbox=[359, 156, 414, 338]
sig2-phone: ಮೊ.ನಂ: 9886628549 bbox=[873, 402, 998, 416]
narayanaguru-body: ಬಳ್ಳಾರಿ,ಸೆ.03- ಜಿಲ್ಲಾಡಳಿತ, ಜಿಲ್ಲಾ ಪಂಚಾಯತ್, ಕನ್ನಡ ಮತ್ತು ಸಂಸ್ಕೃತಿ ಇಲಾಖೆ, ಮಹಾನಗರ ಪಾಲಿಕೆ ಇವರ ಸಂಯುಕ್ತಾಶ್ರಯದಲ್ಲಿ ಸೆ.07 ರಂದು ಬೆಳಿಗ್ಗೆ 11.30 ಗಂಟೆಗೆ ನಗರದ ಡಾ.ರಾಜ್‌ಕುಮಾರ್ ರಸ್ತೆಯ ಹೊಸಗೆರೆಯಲ್ಲಿ ಸಾಂಸ್ಕೃತಿಕ ಸಮುಚ್ಚಯದಲ್ಲಿ ಬ್ರಹ್ಮಶ್ರೀ ನಾರಾಯಣಗುರು ಜಯಂತಿ ಕಾರ್ಯಕ್ರಮ ಆಯೋಜಿಸಲಾಗಿದೆ. ವಸತಿ, ವಕ್ಫ್ ಮತ್ತು ಅಲ್ಪಸಂಖ್ಯಾತರ ಕಲ್ಯಾಣ ಸಚಿವರು ಹಾಗೂ ಜಿಲ್ಲಾ ಉಸ್ತುವಾರಿ ಸಚಿವ ಬಿ.ಜೆಡ್.ಜಮೀರ್ ಅಹ್ಮದ್ ಖಾನ್ ಅವರು ಕಾರ್ಯಕ್ರಮ ಉದ್ಘಾಟಿಸುವರು. ಬಳ್ಳಾರಿ ನಗರ ಶಾಸಕ ನಾರಾ ಭರತ್ ರೆಡ್ಡಿ ಅವರು ಅಧ್ಯಕ್ಷತೆ ವಹಿಸುವರು. ಕೊರ್ಲಗುಂದಿ ಶ್ರೀಮಠದ ಶ್ರೀಗಳು ದಿವ್ಯ ಸಾನ್ನಿಧ್ಯ ವಹಿಸುವರು. ಸಂಸದ ಈ.ತುಕಾರಾಂ, ಶಾಸಕರಾದ ಬಿ.ನಾಗೇಂದ್ರ, ಜೆ.ಎನ್.ಗಣೇಶ್, ಬಿ.ಎಂ.ನಾಗರಾಜ, ವಿಧಾನ ಪರಿಷತ್ ಶಾಸಕರಾದ ವೈ.ಎಂ.ಸತೀಶ್, ಡಾ.ಚಂದ್ರಶೇಖರ ಬಿ.ಪಾಟೀಲ್, ಮಹಾಪೌರರಾದ ಮುಲ್ಲಂಗಿ ನಂದೀಶ್, ಉಪಮಹಾಪೌರರಾದ ಡಿ.ಸುಕುಂ, ಬುಡಾ ಅಧ್ಯಕ್ಷ ಜೆ.ಎಸ್.ಆಂಜನೇಯಲು, ಜಿಲ್ಲಾಧಿಕಾರಿ ನಾಗೇಂದ್ರ ಪ್ರಸಾದ್ ಕೆ., ಜಿಲ್ಲಾ ಪಂಚಾಯತ್ ಸಿಇಒ ಮೊಹಮ್ಮದ್ ಹ್ಯಾರಿಸ್ ಸುಮೇರ್, ಎಸ್‌ಪಿ ಡಾ.ಶೋಭಾರಾಣಿ ವಿ.ಜೆ., ಪಾಲಿಕೆ ಆಯುಕ್ತ ಮಂಜುನಾಥ ಪಿ.ಎಸ್ ಸೇರಿದಂತೆ ಇತರೆ ಗಣ್ಯರು ಭಾಗವಹಿಸುವರು. ಉಪನ್ಯಾಸಕ ಪ್ರಶಾಂತ್ ಕುಮಾರ್ ಅವರು ವಿಶೇಷ ಉಪನ್ಯಾಸ ನೀಡುವರು. ಕಾರ್ಯಕ್ರಮದಲ್ಲಿ ಎಲ್ಲಾ ಸಮುದಾಯದ ಮುಖಂಡರು ಹಾಗೂ ಸಾರ್ವಜನಿಕರು ಭಾಗವಹಿಸಬೇಕು. "ಮೆರವಣಿಗೆ" ಜಯಂತಿ ಕಾರ್ಯಕ್ರಮದ ಅಂಗವಾಗಿ ಅಂದು ಬೆಳಿಗ್ಗೆ 09.30 ಗಂಟೆಗೆ ನಗರದ ಹಳೇ ಡಿಸಿ ಕಚೇರಿ ಆವರಣದಿಂದ ಮೆರವಣಿಗೆ ಆರಂಭವಾಗಿ ಸಾಂಸ್ಕೃತಿಕ ಸಮುಚ್ಚಯದ ವರೆಗೆ ನಡೆಯಲಿದೆ. ಮೆರವಣಿಗೆಯಲ್ಲಿ ವಿವಿಧ ಕಲಾತಂಡಗಳು ಭಾಗವಹಿಸಲಿವೆ ಎಂದು ಕನ್ನಡ ಮತ್ತು ಸಂಸ್ಕೃತಿ ಇಲಾಖೆಯ ಸಹಾಯಕ ನಿರ್ದೇಶಕರು ಪ್ರಕಟಣೆಯಲ್ಲಿ ತಿಳಿಸಿದ್ದಾರೆ. bbox=[38, 854, 678, 1116]
credit-addr-1: ಮುಖ್ಯ ಕಚೇರಿ: ಶಾಪ್ ನಂ.97 ನೆಲಮಹಡಿ, ವಾರ್ಡ್ ನಂ.21, bbox=[1060, 159, 1290, 172]
special-item: • ಸದಸ್ಯರು ಯಾವುದೇ ಪ್ರಶ್ನೆಗಳನ್ನು ಏಳು ದಿನಗಳ ಮುಂಚಿತವಾಗಿ ಲಿಖಿತ ರೂಪದಲ್ಲಿ ತಿಳಿಸತಕ್ಕದ್ದು. bbox=[1020, 581, 1308, 592]
swatch bbox=[80, 2100, 117, 2114]
swatch bbox=[416, 2100, 453, 2114]
obit-headline-1: ಬೇರಿಗೆ ಬಸವನಗೌಡ bbox=[549, 432, 647, 450]
rain-caption-2: ತಾಲೂಕಿನ ತೆಕ್ಕಲಕೋಟೆ ಪಟ್ಟಣದಲ್ಲಿ ಧಾರಾ ಕಾರ ಮಳೆ ಸುರಿದಿದೆ ಹಿನ್ನೆಲೆಯಲ್ಲಿ ಇದರಿಂದಾಗಿ ತೆಕ್ಕಲಕೋಟೆ ಪಟ್ಟಣದ 5ನೇ ವಾರ್ಡ್ ನಿವಾಸಿ ಗಂಗಮ್ಮ ಇವರ ಮನೆಯ ಗೋಡೆ ಕುಸಿದಿದೆ. bbox=[264, 343, 474, 383]
swatch bbox=[229, 2100, 266, 2114]
official-figure-1 bbox=[319, 1195, 353, 1325]
credit-banner: ವಾರ್ಷಿಕ ಸರ್ವ ಸದಸ್ಯರ ಸಭೆಯ ಆಹ್ವಾನ bbox=[1020, 191, 1330, 217]
sandal-article bbox=[688, 1760, 1338, 2092]
society-body-3: ಗಂಟೆಗೆ ಸಹಕಾರಿಯ ಆವರಣದಲ್ಲಿ ಕರೆಯಲಾಗಿದೆ. bbox=[745, 293, 949, 308]
portrait-shirt bbox=[535, 561, 599, 598]
collapse-photo-1 bbox=[38, 1660, 270, 2000]
agenda-item: ▪ 2025-26ನೇ ಸಾಲಿನ ಅಂದಾಜು ಆಯ-ವ್ಯಯ ಮಂಡನೆ. bbox=[1020, 418, 1205, 429]
special-item: • 2024-25ನೇ ಸಾಲಿನ ಲೆಕ್ಕ ಪರಿಶೋಧನಾ ವರದಿಯನ್ನು ಸಂಘದ ಕಚೇರಿಯಲ್ಲಿ ವೀಕ್ಷಿಸಬಹುದು. bbox=[1020, 568, 1314, 580]
masthead bbox=[38, 0, 1338, 80]
collapse-photo-2 bbox=[274, 1660, 444, 2000]
swatch bbox=[304, 2100, 341, 2114]
swatch bbox=[192, 2100, 229, 2114]
obit-body: (ಸಂಜೆ ವಾಣಿ ವಾರ್ತೆ) ಬಳ್ಳಾರಿ, ಸೆ.03: ಜಿಲ್ಲೆಯ ಕಂಪ್ಲಿ ತಾಲೂಕಿನ ಎಮ್ಮಿಗನೂರು ಗ್ರಾಮದ ಬೇರಿಗೆ ಬಸವನಗೌಡ (57) ಅವರು ಅನಾರೋಗ್ಯದಿಂದ ಬೆಳಿಗ್ಗೆ ನಿಧನರಾದರು. ಮೃತರು ಪತ್ನಿ, ಇಬ್ಬರು ಪುತ್ರರು, ಪುತ್ರಿ ಸೇರಿದಂತೆ ಅಪಾರ ಬಂಧು ಬಳಗವನ್ನು ಅಗಲಿದ್ದಾರೆ. ಇವರ ಅಂತ್ಯಕ್ರಿಯೆ ಸ್ವಗ್ರಾಮದಲ್ಲಿ ಸಂಜೆ ನೆರವೇರಿತು. ಇವರ ನಿಧನಕ್ಕೆ ಗ್ರಾಮದ ಮುಖಂಡರು, ರೈತ ಸಂಘದ ಪದಾಧಿಕಾರಿಗಳು ಸಂತಾಪ ಸೂಚಿಸಿದ್ದಾರೆ. bbox=[518, 603, 678, 727]
rain-article bbox=[38, 86, 678, 426]
agenda-item-text: 2024-25ನೇ ಸಾಲಿನ ಜಮಾ ಖರ್ಚುಗಳು ಮತ್ತು ಲಾಭ ನಷ್ಟಗಳ ಮಂಡನೆ. bbox=[1029, 393, 1257, 404]
ganesha-headline-box bbox=[38, 430, 510, 514]
society-body-1: ಸಹಕಾರಿಯ ವಾರ್ಷಿಕ ಮಹಾಸಭೆಯನ್ನು ದಿನಾಂಕ: bbox=[755, 255, 939, 269]
society-signatory-2 bbox=[873, 364, 998, 418]
credit-foot-1: ಶ್ರೀರಾಮ ಪತ್ತಿನ ಸಹಕಾರಿಸಂಘ ನಿ., bbox=[1020, 700, 1119, 710]
reading-article bbox=[688, 782, 1338, 1166]
credit-intro: ಸನ್ಮಾನ್ಯ ಸದಸ್ಯರೇ, ಸಂಘದ ಪ್ರಥಮ ವಾರ್ಷಿಕ ಸರ್ವಸದಸ್ಯರ ಸಭೆಯನ್ನು ದಿನಾಂಕ: 22-09-2025 ಸೋಮವಾರದಂದು ಬೆಳಿಗ್ಗೆ 11.30ಕ್ಕೆ ಮುಖ್ಯ ಕಚೇರಿ, ಶಾಪ್ ನಂ.97 ನೆಲಮಹಡಿ, ವಾರ್ಡ್ ನಂ.21, ಎಂ.ಆರ್.ಎ.ಲೇಔಟ್, ಸಂಗನಕಲ್ಲು ರಸ್ತೆ, ಬಳ್ಳಾರಿಯಲ್ಲಿ ಸಂಘದ ಅಧ್ಯಕ್ಷರಾದ ಶ್ರೀರಾಮುಲು ಇವರ ಅಧ್ಯಕ್ಷತೆಯಲ್ಲಿ ನಡೆಸಲು ನಿರ್ಧರಿಸಲಾಗಿದೆ. ಸದಸ್ಯರು ಸಕಾಲಕ್ಕೆ ಹಾಜರಾಗಬೇಕೆಂದು ವಿನಂತಿ. bbox=[1020, 221, 1330, 284]
credit-place: ಸ್ಥಳ: ಬಳ್ಳಾರಿ ನಗರ bbox=[1020, 638, 1081, 649]
agenda-item-text: ಪ್ರಾರ್ಥನೆ ಸ್ವಾಗತ bbox=[1029, 343, 1080, 354]
swatch bbox=[491, 2100, 528, 2114]
swatch bbox=[155, 2100, 192, 2114]
agenda-title: ನಿರ್ಣಯಿಸುವ ವಿಷಯಗಳು bbox=[1124, 326, 1226, 340]
sig1-name: ಸಿ.ಯತಿಶ್ವರೋಫಾಧ್ಯಕ bbox=[696, 366, 779, 380]
dasara-article bbox=[688, 1172, 1338, 1450]
sandal-body-1: ಬೆಂಗಳೂರು, ಸೆ. 3- ಬ್ಲ್ಯಾಕ್ ಬಸ್ಟರ್ ಪುಷ್ಪ ಸಿನಿಮಾ ಮಾದರಿಯಲ್ಲಿ ಅಕ್ರಮವಾಗಿ "ರಕ್ತಚಂದನ" ಮರದ ತುಂಡುಗಳನ್ನು ಸಾಗಿಸುತ್ತಿದ್ದ ಮೂವರನ್ನು ಬಂಧಿಸಿರುವ ಪೊಲೀಸರು 25 ಲಕ್ಷ ರೂ. ಮೌಲ್ಯದ ರಕ್ತಚಂದನ ವಶಪಡಿಸಿಕೊಂಡಿದ್ದಾರೆ. ಬಂಧಿತ ಆರೋಪಿಗಳನ್ನು ಎಜಾಜ್ ಷರೀಫ್, ಫಯಾಜ್ ಷರೀಫ್ ಹಾಗೂ ಸಾದಿಕ್ ಖಾನ್ ಎಂದು ಗುರುತಿಸಲಾಗಿದೆ. ಖಚಿತ ಮಾಹಿತಿ ಮೇರೆಗೆ ದಾಳಿ ನಡೆಸಿದ ಪೊಲೀಸರು ಮೂವರನ್ನು ವಶಕ್ಕೆ ಪಡೆದು ವಿಚಾರಣೆ ನಡೆಸುತ್ತಿದ್ದಾರೆ. ಆರೋಪಿಗಳು ಆಂಧ್ರಪ್ರದೇಶದಿಂದ ರಕ್ತಚಂದನ ತಂದು ನಗರದಲ್ಲಿ ಮಾರಾಟ ಮಾಡಲು ಯತ್ನಿಸುತ್ತಿದ್ದರು ಎಂದು ತಿಳಿದುಬಂದಿದೆ. ಆರೋಪಿಗಳ ವಿರುದ್ಧ ಅರಣ್ಯ ಕಾಯ್ದೆಯಡಿ ಪ್ರಕರಣ ದಾಖಲಿಸಿಕೊಳ್ಳಲಾಗಿದೆ. ವಾಹನವನ್ನು ಜಪ್ತಿ ಮಾಡಲಾಗಿದ್ದು, ಜಾಲದ ಇತರ ಸದಸ್ಯರ ಪತ್ತೆಗೆ ಶೋಧ ನಡೆಸಲಾಗುತ್ತಿದೆ ಎಂದು ಪೊಲೀಸರು ತಿಳಿಸಿದ್ದಾರೆ. bbox=[688, 1821, 874, 2043]
ganesha-headline-2: ಅದ್ದೂರಿಯಾಗಿ ವಿಸರ್ಜನೆ bbox=[172, 475, 376, 505]
swatch bbox=[565, 2100, 602, 2114]
blue-door bbox=[99, 1841, 141, 1921]
dam-headline: ಅಣೆಕಟ್ಟು ಕುಸಿದು ನಾಲ್ವರ ಸಾವು bbox=[688, 480, 1006, 510]
cmyk-mark-left: CMYK bbox=[14, 1757, 28, 1827]
kgf-headline: ಕೆಜಿಎಫ್ ಬಾಬುಗೆ ಲೋಕಾ ನೋಟೀಸ್ bbox=[38, 1456, 678, 1512]
person-figure-2 bbox=[239, 161, 287, 338]
agenda-item: ▪ ಅಧ್ಯಕ್ಷರ ಅಪ್ಪಣೆ ಮೇರೆಗೆ ಬಂದ ಇತರೆ ವಿಷಯಗಳು. bbox=[1020, 443, 1185, 454]
credit-title: ಶ್ರೀರಾಮ ಪತ್ತಿನ ಸಹಕಾರಿ ಸಂಘ ನಿ., bbox=[1071, 96, 1279, 117]
swatch bbox=[603, 2100, 640, 2114]
credit-eng: Sri Credit C0-Operative Society bbox=[1086, 122, 1264, 137]
